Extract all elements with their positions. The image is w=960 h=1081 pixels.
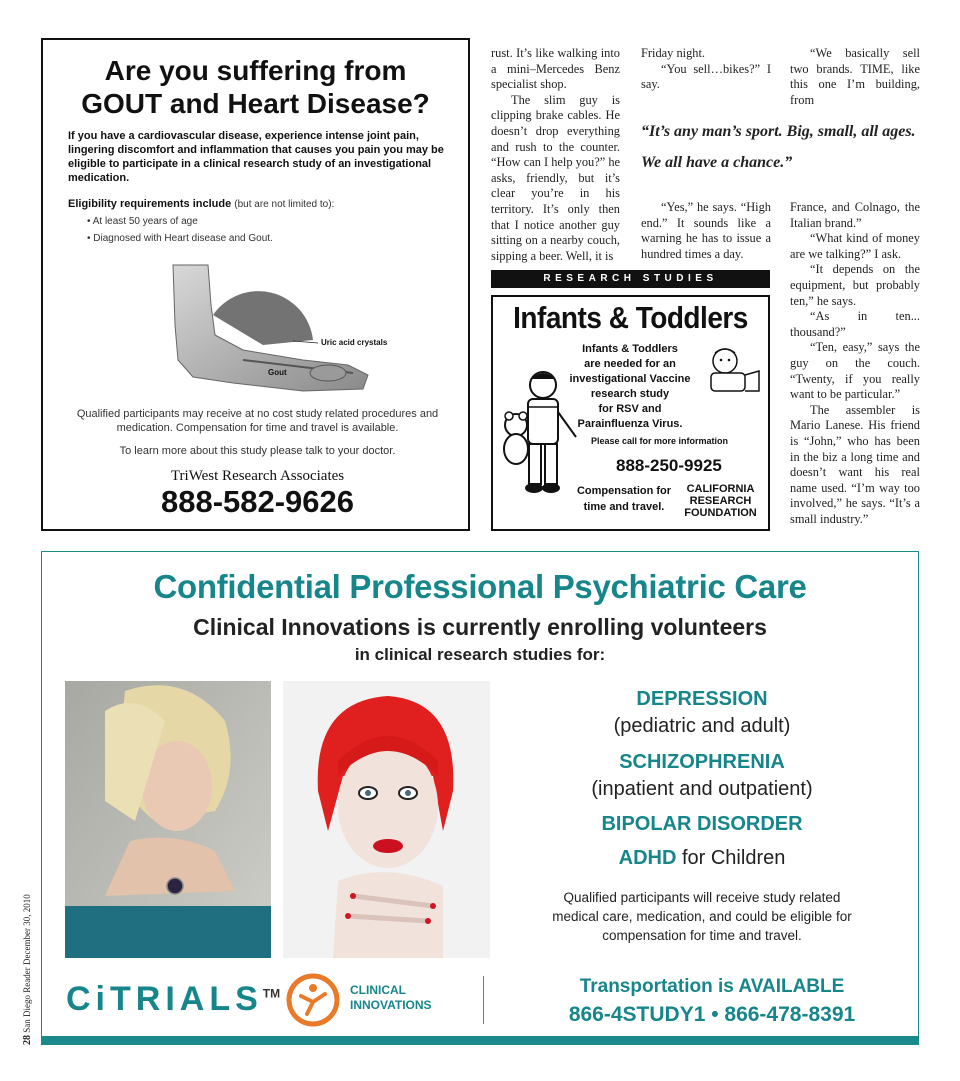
transportation-text: Transportation is AVAILABLE: [579, 976, 845, 997]
article-paragraph: rust. It’s like walking into a mini–Mercedes Benz specialist shop.: [491, 46, 620, 92]
eligibility-heading: [68, 198, 444, 210]
article-paragraph: “Yes,” he says. “High end.” It sounds like a warning he has to issue a hundred times a day.: [641, 200, 771, 261]
article-column-2-bottom: [641, 200, 771, 262]
article-column-3-bottom: [790, 200, 920, 527]
foundation-line: RESEARCH: [689, 495, 752, 507]
article-paragraph: France, and Colnago, the Italian brand.”: [790, 200, 920, 230]
crystals-label: Uric acid crystals: [321, 338, 388, 347]
infant-call-text: Please call for more information: [591, 436, 729, 446]
pull-quote: “It’s any man’s sport. Big, small, all ages. We all have a chance.”: [641, 123, 916, 171]
psych-qualified-text: Qualified participants will receive study related medical care, medication, and could be eligible for compensation for time and travel.: [552, 890, 852, 943]
publication-line: San Diego Reader December 30, 2010: [22, 894, 32, 1033]
infant-body-line: for RSV and: [598, 403, 662, 415]
clinical-innovations-logo-icon: [285, 972, 341, 1028]
condition-bipolar: BIPOLAR DISORDER: [601, 813, 803, 835]
infant-body-line: Parainfluenza Virus.: [577, 418, 683, 430]
requirement-item: • At least 50 years of age: [87, 213, 468, 230]
page-folio: [22, 894, 33, 1045]
psych-subhead-1: Clinical Innovations is currently enrolling volunteers: [193, 614, 767, 640]
article-column-2-top: [641, 46, 771, 93]
gout-phone: 888-582-9626: [160, 484, 355, 519]
citrials-wordmark: CiTRIALS: [66, 980, 263, 1018]
condition-depression-detail: (pediatric and adult): [613, 715, 791, 737]
infants-toddlers-ad: [491, 295, 770, 531]
eligibility-label: Eligibility requirements include: [68, 198, 232, 210]
psych-bottom-rule: [41, 1036, 919, 1044]
gout-ad: [41, 38, 470, 531]
psych-phone: 866-4STUDY1 • 866-478-8391: [568, 1003, 856, 1026]
ci-text-line: INNOVATIONS: [350, 998, 432, 1012]
red-hair-woman-photo: [283, 681, 490, 958]
blonde-woman-photo: [65, 681, 271, 958]
gout-talk-text: To learn more about this study please talk to your doctor.: [119, 445, 396, 457]
infant-body-line: research study: [590, 388, 670, 400]
article-paragraph: “As in ten... thousand?”: [790, 309, 920, 339]
infant-compensation: Compensation for time and travel.: [576, 485, 672, 513]
article-paragraph: “We basically sell two brands. TIME, like this one I’m building, from: [790, 46, 920, 107]
ci-text-line: CLINICAL: [350, 983, 406, 997]
eligibility-note: (but are not limited to):: [234, 199, 335, 210]
divider: [483, 976, 484, 1024]
research-studies-bar: RESEARCH STUDIES: [491, 270, 770, 288]
gout-headline-line2: GOUT and Heart Disease?: [81, 88, 430, 119]
infant-body-line: investigational Vaccine: [569, 373, 691, 385]
condition-adhd-detail: for Children: [681, 847, 786, 869]
page-number: 28: [22, 1035, 33, 1045]
foundation-line: CALIFORNIA: [686, 483, 755, 495]
gout-headline-line1: Are you suffering from: [104, 55, 407, 86]
foot-illustration: [153, 265, 388, 397]
infant-body-line: Infants & Toddlers: [582, 343, 678, 355]
article-paragraph: “Ten, easy,” says the guy on the couch. “Twenty, if you really want to be particular.”: [790, 340, 920, 402]
psych-subhead-2: in clinical research studies for:: [354, 645, 606, 664]
article-paragraph: Friday night.: [641, 46, 706, 60]
condition-adhd-name: ADHD: [618, 847, 677, 869]
article-paragraph: The assembler is Mario Lanese. His friend is “John,” who has been in the biz a long time and doesn’t want his real name used. “I’m way too involved,” he says. “It’s a small industry.”: [790, 402, 920, 526]
gout-intro: If you have a cardiovascular disease, experience intense joint pain, lingering discomfort and inflammation that causes you pain you may be eligible to participate in a clinical research study of an investigational medication.: [68, 130, 444, 184]
condition-adhd: [542, 847, 862, 870]
california-research-foundation-logo: [683, 483, 758, 519]
foundation-line: FOUNDATION: [684, 507, 757, 519]
infant-ad-title: Infants & Toddlers: [513, 300, 748, 335]
requirements-list: [87, 213, 468, 247]
article-paragraph: The slim guy is clipping brake cables. He doesn’t drop everything and rush to the counter. “How can I help you?” he asks, friendly, but it’s clear you’re in his territory. It’s only then that I notice another guy sitting on a nearby couch, sipping a beer. Well, it is: [491, 92, 621, 263]
article-paragraph: “It depends on the equipment, but probably ten,” he says.: [790, 262, 920, 308]
trademark-mark: TM: [262, 986, 281, 1001]
infant-body-line: are needed for an: [584, 358, 676, 370]
article-column-1: [491, 46, 620, 264]
condition-schizophrenia: SCHIZOPHRENIA: [619, 751, 785, 773]
infant-ad-body: [545, 342, 715, 432]
condition-schizophrenia-detail: (inpatient and outpatient): [591, 778, 813, 800]
article-column-3-top: [790, 46, 920, 108]
gout-qualified-text: Qualified participants may receive at no cost study related procedures and medication. Compensation for time and travel is available.: [76, 408, 439, 434]
gout-label: Gout: [268, 368, 287, 377]
article-paragraph: “You sell…bikes?” I say.: [641, 61, 771, 92]
article-paragraph: “What kind of money are we talking?” I ask.: [790, 231, 920, 261]
psychiatric-care-ad: [41, 551, 919, 1045]
gout-organization: TriWest Research Associates: [170, 468, 345, 484]
citrials-logo: [66, 980, 280, 1019]
gout-headline: [43, 54, 468, 120]
requirement-item: • Diagnosed with Heart disease and Gout.: [87, 230, 468, 247]
psych-headline: Confidential Professional Psychiatric Care: [153, 568, 807, 605]
infant-phone: 888-250-9925: [616, 456, 722, 475]
condition-depression: DEPRESSION: [636, 688, 768, 710]
clinical-innovations-text: [350, 983, 432, 1013]
